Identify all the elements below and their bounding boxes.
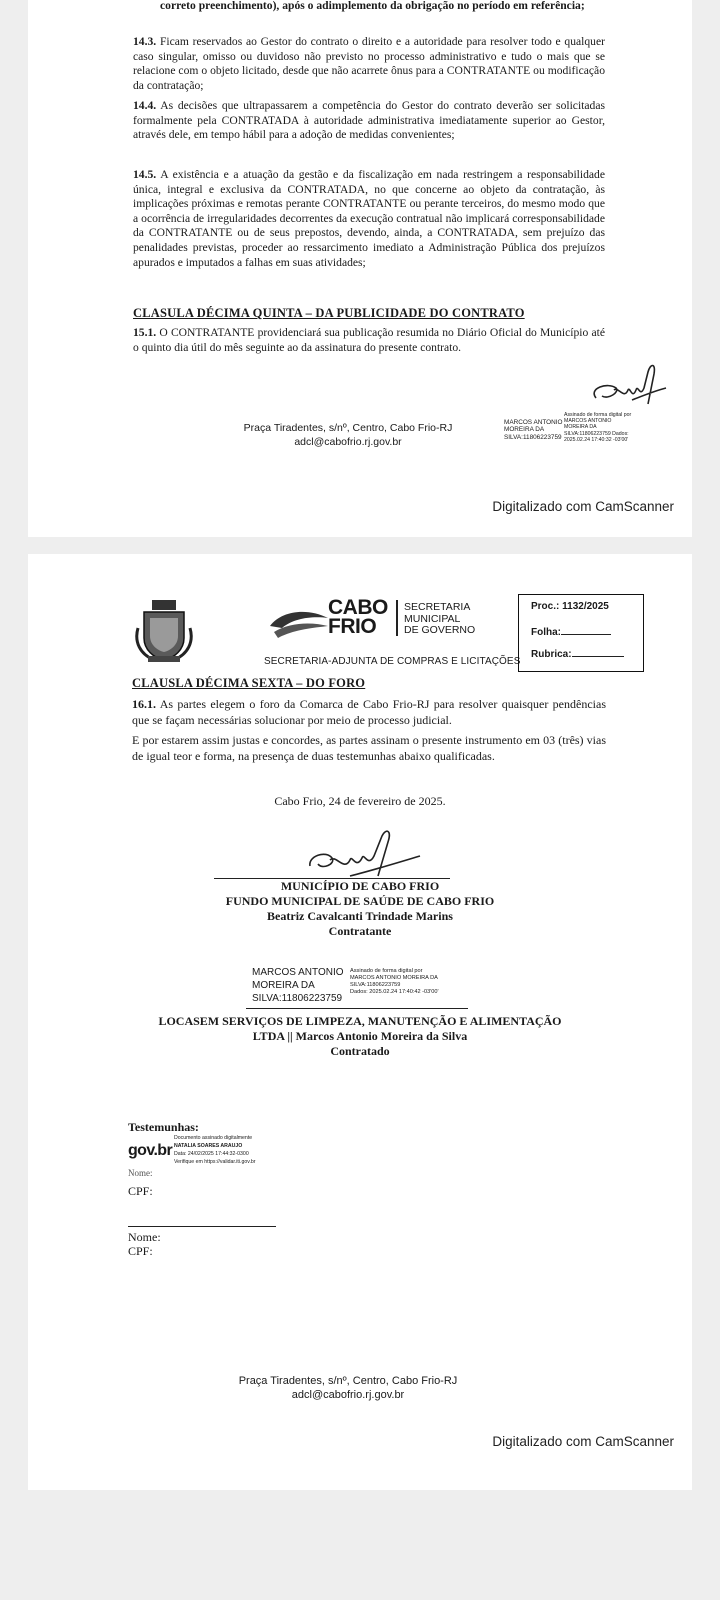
clause-15-heading: CLASULA DÉCIMA QUINTA – DA PUBLICIDADE DO CONTRATO — [133, 306, 525, 320]
logo-wordmark: CABO FRIO — [328, 596, 388, 638]
rubrica-label: Rubrica: — [531, 649, 624, 660]
scanned-page-2 — [28, 554, 692, 1490]
govbr-stamp-text: Documento assinado digitalmente NATALIA SOARES ARAUJO Data: 24/02/2025 17:44:32-0300 Verifique em https://validar.iti.gov.br — [174, 1135, 256, 1165]
paragraph-14-4: 14.4. As decisões que ultrapassarem a competência do Gestor do contrato deverão ser solicitadas formalmente pela CONTRATADA à autoridade administrativa imediatamente superior ao Gestor, através dele, em tempo hábil para a adoção de medidas convenientes; — [133, 99, 605, 142]
coat-of-arms-emblem — [134, 598, 194, 664]
footer-address: Praça Tiradentes, s/nº, Centro, Cabo Frio-RJ adcl@cabofrio.rj.gov.br — [243, 422, 453, 448]
camscanner-watermark: Digitalizado com CamScanner — [492, 1434, 674, 1449]
secretaria-label: SECRETARIA MUNICIPAL DE GOVERNO — [404, 601, 476, 636]
signature-line-witness-2 — [128, 1226, 276, 1227]
paragraph-15-1: 15.1. O CONTRATANTE providenciará sua publicação resumida no Diário Oficial do Município até o quinto dia útil do mês seguinte ao da assinatura do presente contrato. — [133, 326, 605, 354]
testemunhas-label: Testemunhas: — [128, 1120, 199, 1134]
logo-divider — [396, 600, 398, 636]
digital-signer-name: MARCOS ANTONIO MOREIRA DA SILVA:11806223759 — [252, 967, 344, 1004]
witness-2: Nome: CPF: — [128, 1230, 161, 1258]
text-fragment-top: correto preenchimento), após o adimplemento da obrigação no período em referência; — [160, 0, 585, 12]
paragraph-14-5: 14.5. A existência e a atuação da gestão e da fiscalização em nada restringem a responsabilidade única, integral e exclusiva da CONTRATADA, no que concerne ao objeto da contratação, às implicações próximas e remotas perante CONTRATANTE ou perante terceiros, do mesmo modo que a ocorrência de irregularidades decorrentes da execução contratual não implicará corresponsabilidade da CONTRATANTE ou de seus prepostos, devendo, ainda, a CONTRATADA, sem prejuízo das penalidades previstas, proceder ao ressarcimento imediato a Administração Pública dos prejuízos apurados e imputados a falhas em suas atividades; — [133, 168, 605, 269]
header-subtitle: SECRETARIA-ADJUNTA DE COMPRAS E LICITAÇÕES — [264, 656, 521, 667]
paragraph-closing: E por estarem assim justas e concordes, as partes assinam o presente instrumento em 03 (três) vias de igual teor e forma, na presença de duas testemunhas abaixo qualificadas. — [132, 733, 606, 763]
camscanner-watermark: Digitalizado com CamScanner — [492, 499, 674, 514]
paragraph-16-1: 16.1. As partes elegem o foro da Comarca de Cabo Frio-RJ para resolver quaisquer pendências que se façam necessárias solucionar por meio de processo judicial. — [132, 697, 606, 727]
paragraph-14-3: 14.3. Ficam reservados ao Gestor do contrato o direito e a autoridade para resolver todo e qualquer caso singular, omisso ou duvidoso não previsto no processo administrativo e tudo o mais que se relacione com o objeto licitado, desde que não acarrete ônus para a CONTRATANTE ou modificação da contratação; — [133, 35, 605, 92]
digital-signer-name: MARCOS ANTONIO MOREIRA DA SILVA:11806223759 — [504, 419, 563, 441]
contratado-block: LOCASEM SERVIÇOS DE LIMPEZA, MANUTENÇÃO E ALIMENTAÇÃO LTDA || Marcos Antonio Moreira da Silva Contratado — [158, 1014, 562, 1058]
cabo-frio-logo-swoosh — [268, 600, 330, 640]
govbr-logo: gov.br — [128, 1142, 173, 1159]
signature-line-contratado — [246, 1008, 468, 1009]
place-date: Cabo Frio, 24 de fevereiro de 2025. — [274, 794, 446, 808]
digital-signature-stamp: Assinado de forma digital por MARCOS ANTONIO MOREIRA DA SILVA:11806223759 Dados: 2025.02.24 17:40:32 -03'00' — [564, 412, 632, 443]
footer-address: Praça Tiradentes, s/nº, Centro, Cabo Frio-RJ adcl@cabofrio.rj.gov.br — [238, 1375, 458, 1401]
process-number: Proc.: 1132/2025 — [531, 601, 609, 612]
digital-signature-stamp: Assinado de forma digital por MARCOS ANTONIO MOREIRA DA SILVA:11806223759 Dados: 2025.02.24 17:40:42 -03'00' — [350, 968, 439, 995]
scanned-page-1 — [28, 0, 692, 537]
clause-16-heading: CLAUSLA DÉCIMA SEXTA – DO FORO — [132, 676, 366, 690]
govbr-signature-stamp — [128, 1134, 318, 1168]
handwritten-signature-graphic — [568, 360, 678, 420]
folha-label: Folha: — [531, 627, 611, 638]
witness-1-cpf: CPF: — [128, 1184, 153, 1198]
process-stamp-box — [518, 594, 644, 672]
contratante-block: MUNICÍPIO DE CABO FRIO FUNDO MUNICIPAL DE SAÚDE DE CABO FRIO Beatriz Cavalcanti Trindade Marins Contratante — [225, 879, 495, 938]
witness-1-name: Nome: — [128, 1168, 153, 1176]
